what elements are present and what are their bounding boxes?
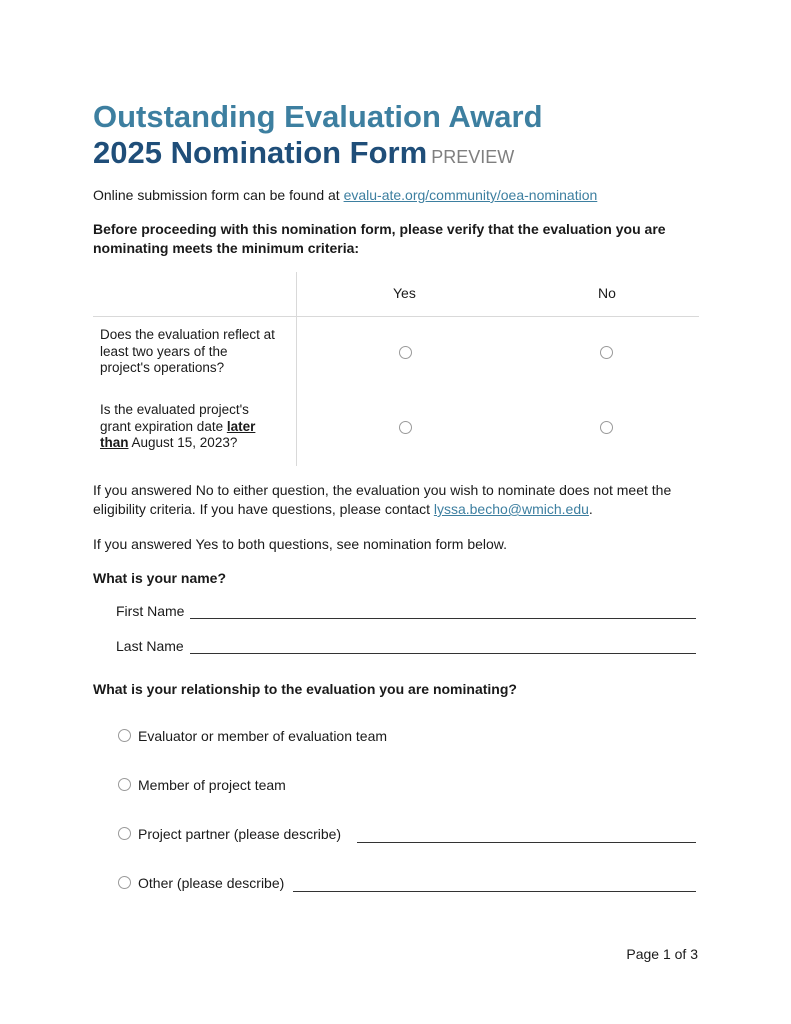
eligibility-no-line-2: [93, 500, 593, 519]
last-name-field[interactable]: [190, 653, 696, 654]
emphasis-than: than: [100, 435, 129, 450]
first-name-label: First Name: [116, 603, 185, 619]
criteria-prompt-line-2: nominating meets the minimum criteria:: [93, 240, 360, 256]
relationship-option-project-team[interactable]: [118, 777, 286, 793]
project-team-radio[interactable]: [118, 778, 131, 791]
relationship-option-project-partner[interactable]: [118, 826, 341, 842]
title-line-2: [93, 135, 514, 171]
contact-email-link[interactable]: lyssa.becho@wmich.edu: [433, 501, 589, 517]
question-2-line-2: [100, 419, 292, 436]
criteria-prompt-line-1: Before proceeding with this nomination form, please verify that the evaluation you are: [93, 221, 666, 237]
eligibility-period: .: [588, 501, 593, 517]
other-describe-field[interactable]: [293, 891, 696, 892]
q1-yes-radio[interactable]: [399, 346, 412, 359]
q1-no-radio[interactable]: [600, 346, 613, 359]
eligibility-yes-line: If you answered Yes to both questions, see nomination form below.: [93, 536, 508, 552]
preview-tag: PREVIEW: [431, 147, 515, 167]
eligibility-no-line-1: If you answered No to either question, the evaluation you wish to nominate does not meet the: [93, 482, 672, 498]
question-2-line-1: Is the evaluated project's: [100, 402, 249, 417]
criteria-table: [93, 272, 699, 466]
column-header-yes: Yes: [393, 285, 416, 301]
question-2-line-3: [100, 435, 292, 452]
q2-no-radio[interactable]: [600, 421, 613, 434]
option-label: Member of project team: [138, 777, 286, 793]
page-number: Page 1 of 3: [626, 946, 698, 962]
question-2-text: grant expiration date: [100, 418, 227, 434]
relationship-option-other[interactable]: [118, 875, 284, 891]
question-1-line-2: least two years of the: [100, 343, 228, 359]
online-submission-text: Online submission form can be found at: [93, 187, 344, 203]
option-label: Evaluator or member of evaluation team: [138, 728, 388, 744]
evaluator-radio[interactable]: [118, 729, 131, 742]
relationship-question: What is your relationship to the evaluation you are nominating?: [93, 681, 517, 697]
question-1-line-1: Does the evaluation reflect at: [100, 327, 275, 342]
q2-yes-radio[interactable]: [399, 421, 412, 434]
first-name-field[interactable]: [190, 618, 696, 619]
last-name-label: Last Name: [116, 638, 184, 654]
form-title: 2025 Nomination Form: [93, 135, 428, 170]
table-divider-vertical: [296, 272, 297, 466]
column-header-no: No: [598, 285, 616, 301]
project-partner-describe-field[interactable]: [357, 842, 696, 843]
option-label: Other (please describe): [138, 875, 285, 891]
online-submission-link[interactable]: evalu-ate.org/community/oea-nomination: [343, 187, 598, 203]
title-line-1: Outstanding Evaluation Award: [93, 99, 543, 134]
criteria-question-2: [100, 402, 292, 452]
name-question: What is your name?: [93, 570, 227, 586]
question-2-date-text: August 15, 2023?: [128, 435, 238, 450]
emphasis-later: later: [226, 418, 256, 434]
eligibility-contact-text: eligibility criteria. If you have questions, please contact: [93, 501, 434, 517]
question-1-line-3: project's operations?: [100, 360, 225, 375]
table-divider-horizontal: [93, 316, 699, 317]
other-radio[interactable]: [118, 876, 131, 889]
criteria-question-1: [100, 327, 292, 377]
project-partner-radio[interactable]: [118, 827, 131, 840]
option-label: Project partner (please describe): [138, 826, 342, 842]
online-submission-line: [93, 186, 597, 205]
relationship-option-evaluator[interactable]: [118, 728, 387, 744]
